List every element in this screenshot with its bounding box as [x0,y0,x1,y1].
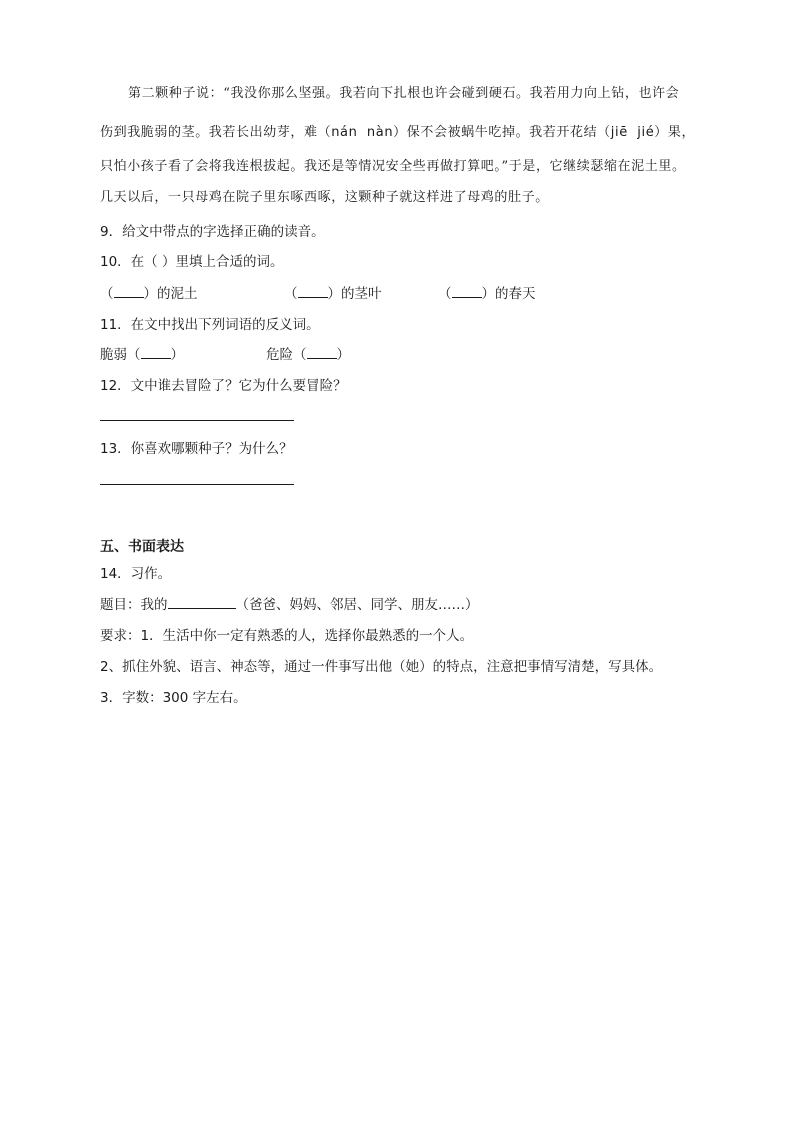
q10-item-3-text: ）的春天 [481,286,536,302]
q11-blank-1[interactable] [141,346,171,359]
question-14: 14．习作。 [100,566,172,582]
passage-line-2 [100,121,695,140]
q11-item-2 [266,343,350,363]
q10-item-2-open: （ [284,286,298,302]
q11-item-1-close: ） [170,347,184,363]
q10-item-1 [100,282,198,302]
question-12: 12．文中谁去冒险了？它为什么要冒险？ [100,378,347,394]
section-5-title: 五、书面表达 [100,539,184,555]
q12-answer-line[interactable] [100,420,294,421]
question-11: 11．在文中找出下列词语的反义词。 [100,317,320,333]
q11-item-1 [100,343,184,363]
essay-topic-prefix: 题目：我的 [100,597,168,613]
q10-item-3-open: （ [438,286,452,302]
question-13: 13．你喜欢哪颗种子？为什么？ [100,441,293,457]
q10-item-2 [284,282,382,302]
question-9: 9．给文中带点的字选择正确的读音。 [100,224,325,240]
passage-line-3: 只怕小孩子看了会将我连根拔起。我还是等情况安全些再做打算吧。”于是，它继续瑟缩在泥土里。 [100,159,686,174]
requirement-2: 2、抓住外貌、语言、神态等，通过一件事写出他（她）的特点，注意把事情写清楚，写具体。 [100,659,663,675]
essay-topic-suffix: （爸爸、妈妈、邻居、同学、朋友……） [235,597,479,613]
passage-line-2-part-c: ）保不会被蜗牛吃掉。我若开花结（ [393,125,611,140]
passage-line-4: 几天以后，一只母鸡在院子里东啄西啄，这颗种子就这样进了母鸡的肚子。 [100,190,549,205]
passage-line-2-part-e: ）果， [654,125,696,140]
q10-blank-1[interactable] [114,285,144,298]
question-10: 10．在（ ）里填上合适的词。 [100,254,284,270]
passage-line-2-part-a: 伤到我脆弱的茎。我若长出幼芽，难（ [100,125,332,140]
essay-topic [100,593,479,613]
q10-item-3 [438,282,536,302]
q11-blank-2[interactable] [307,346,337,359]
q11-item-2-close: ） [336,347,350,363]
essay-topic-blank[interactable] [168,596,236,609]
pinyin-jie: jiē jié [610,125,655,140]
requirement-3: 3．字数：300 字左右。 [100,690,247,706]
q10-item-2-text: ）的茎叶 [327,286,382,302]
q13-answer-line[interactable] [100,484,294,485]
q11-item-2-text: 危险（ [266,347,307,363]
q10-item-1-text: ）的泥土 [143,286,198,302]
q11-item-1-text: 脆弱（ [100,347,141,363]
q10-blank-2[interactable] [298,285,328,298]
passage-line-1: 第二颗种子说：“我没你那么坚强。我若向下扎根也许会碰到硬石。我若用力向上钻，也许会 [128,86,680,101]
q10-blank-3[interactable] [452,285,482,298]
q10-item-1-open: （ [100,286,114,302]
pinyin-nan: nán nàn [331,125,394,140]
requirement-1: 要求：1．生活中你一定有熟悉的人，选择你最熟悉的一个人。 [100,628,474,644]
